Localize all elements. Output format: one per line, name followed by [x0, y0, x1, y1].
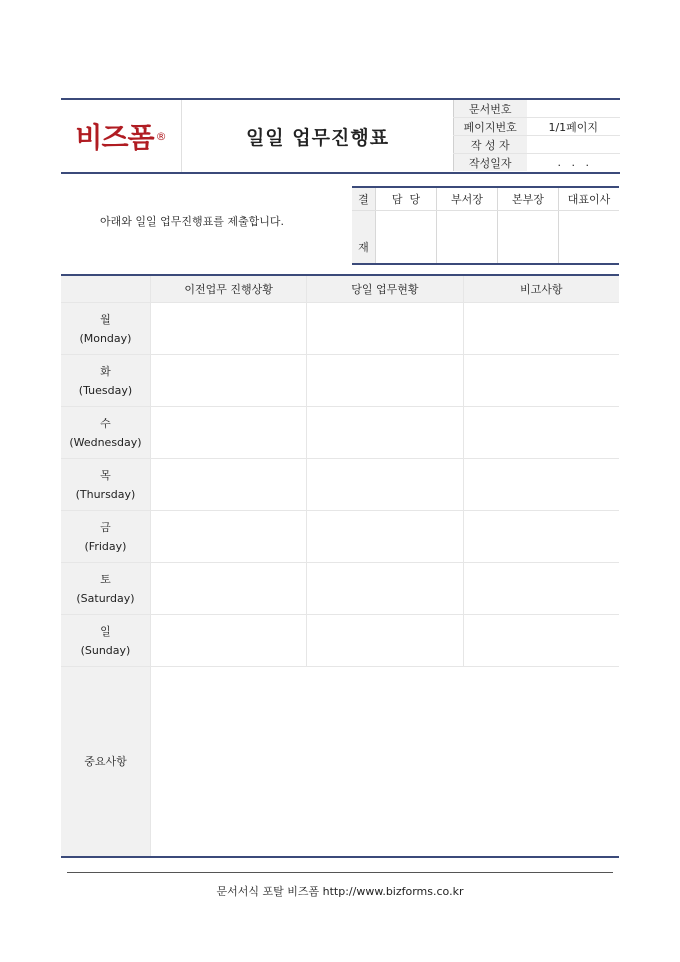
column-header-today: 당일 업무현황: [307, 275, 463, 303]
day-cell-tuesday: [61, 355, 150, 407]
column-header-remarks: 비고사항: [463, 275, 619, 303]
remarks-cell[interactable]: [463, 511, 619, 563]
page-number-value: 1/1페이지: [527, 118, 621, 136]
author-label: 작 성 자: [454, 136, 527, 154]
table-row: [61, 459, 619, 511]
approval-label-top: 결: [352, 187, 376, 211]
day-name-ko: 금: [100, 520, 111, 534]
day-name-en: (Sunday): [80, 643, 131, 657]
approval-role-dept-head: 부서장: [437, 187, 498, 211]
today-status-cell[interactable]: [307, 303, 463, 355]
footer-text: 문서서식 포탈 비즈폼 http://www.bizforms.co.kr: [216, 885, 464, 898]
approval-sign-division-head[interactable]: [498, 211, 559, 265]
day-name-ko: 목: [100, 468, 111, 482]
remarks-cell[interactable]: [463, 355, 619, 407]
day-cell-sunday: [61, 615, 150, 667]
document-header: [61, 98, 620, 174]
approval-role-ceo: 대표이사: [559, 187, 620, 211]
table-row: [61, 563, 619, 615]
approval-role-division-head: 본부장: [498, 187, 559, 211]
remarks-cell[interactable]: [463, 563, 619, 615]
approval-label-bottom: 재: [352, 211, 376, 265]
day-name-ko: 수: [100, 416, 111, 430]
previous-progress-cell[interactable]: [150, 563, 306, 615]
table-row: [61, 511, 619, 563]
day-name-ko: 화: [100, 364, 111, 378]
page-number-label: 페이지번호: [454, 118, 527, 136]
document-title: 일일 업무진행표: [245, 126, 390, 149]
author-value[interactable]: [527, 136, 621, 154]
day-name-en: (Wednesday): [69, 435, 142, 449]
previous-progress-cell[interactable]: [150, 459, 306, 511]
approval-role-staff: 담 당: [376, 187, 437, 211]
bizforms-logo: [61, 100, 182, 172]
logo-text: 비즈폼: [75, 121, 154, 154]
doc-number-label: 문서번호: [454, 100, 527, 118]
day-name-en: (Friday): [84, 539, 127, 553]
today-status-cell[interactable]: [307, 407, 463, 459]
table-row: [61, 303, 619, 355]
doc-number-value[interactable]: [527, 100, 621, 118]
table-row: [61, 355, 619, 407]
important-row: [61, 667, 619, 858]
date-value[interactable]: . . .: [557, 156, 589, 169]
date-label: 작성일자: [454, 154, 527, 172]
day-cell-monday: [61, 303, 150, 355]
today-status-cell[interactable]: [307, 459, 463, 511]
remarks-cell[interactable]: [463, 303, 619, 355]
previous-progress-cell[interactable]: [150, 511, 306, 563]
column-header-previous: 이전업무 진행상황: [150, 275, 306, 303]
day-name-en: (Tuesday): [78, 383, 133, 397]
approval-sign-dept-head[interactable]: [437, 211, 498, 265]
day-name-ko: 토: [100, 572, 111, 586]
day-name-en: (Saturday): [76, 591, 135, 605]
today-status-cell[interactable]: [307, 563, 463, 615]
today-status-cell[interactable]: [307, 355, 463, 407]
today-status-cell[interactable]: [307, 511, 463, 563]
day-name-ko: 월: [100, 312, 111, 326]
approval-table: [352, 186, 619, 265]
day-name-ko: 일: [100, 624, 111, 638]
remarks-cell[interactable]: [463, 407, 619, 459]
day-cell-wednesday: [61, 407, 150, 459]
footer-divider: [67, 872, 613, 873]
table-row: [61, 407, 619, 459]
today-status-cell[interactable]: [307, 615, 463, 667]
day-cell-saturday: [61, 563, 150, 615]
approval-sign-ceo[interactable]: [559, 211, 620, 265]
day-cell-friday: [61, 511, 150, 563]
document-meta-table: [453, 100, 620, 171]
daily-work-table: [61, 274, 619, 858]
remarks-cell[interactable]: [463, 459, 619, 511]
remarks-cell[interactable]: [463, 615, 619, 667]
day-name-en: (Thursday): [75, 487, 136, 501]
important-label: 중요사항: [61, 667, 150, 858]
day-name-en: (Monday): [79, 331, 132, 345]
column-header-day: [61, 275, 150, 303]
previous-progress-cell[interactable]: [150, 303, 306, 355]
previous-progress-cell[interactable]: [150, 407, 306, 459]
day-cell-thursday: [61, 459, 150, 511]
previous-progress-cell[interactable]: [150, 615, 306, 667]
previous-progress-cell[interactable]: [150, 355, 306, 407]
important-notes-cell[interactable]: [150, 667, 619, 858]
registered-mark: ®: [155, 129, 167, 143]
approval-sign-staff[interactable]: [376, 211, 437, 265]
table-row: [61, 615, 619, 667]
intro-text: 아래와 일일 업무진행표를 제출합니다.: [100, 215, 285, 228]
